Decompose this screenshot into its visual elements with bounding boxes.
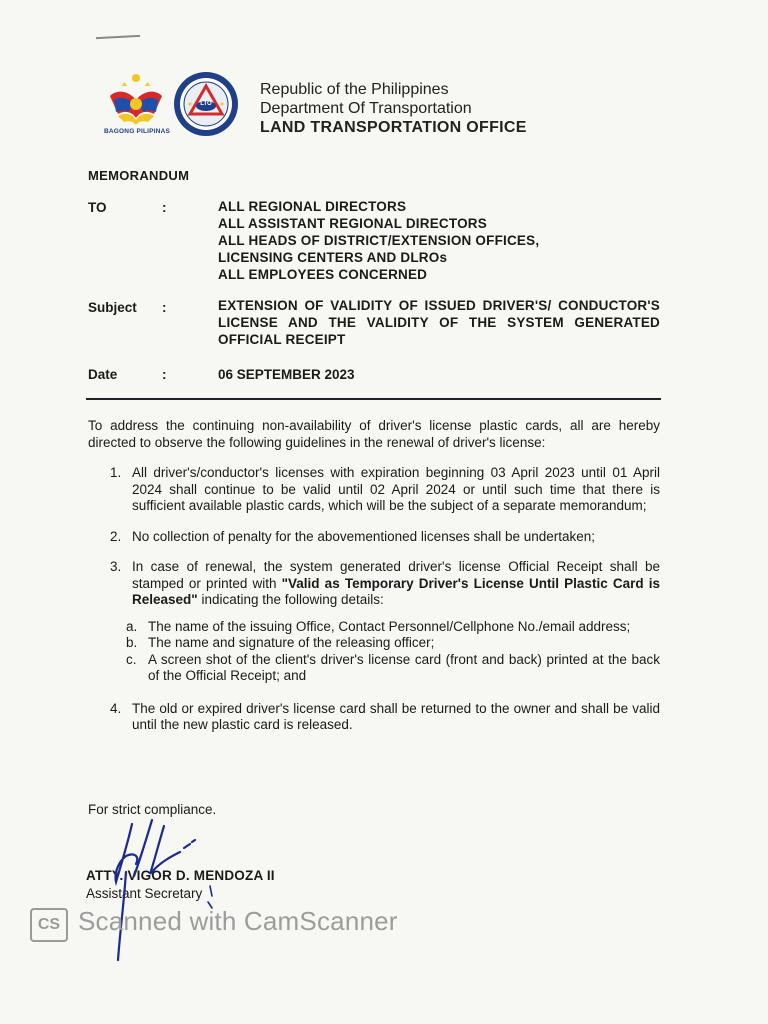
item-text: The old or expired driver's license card shall be returned to the owner and shall be valid until the new plastic card is released. xyxy=(132,700,660,732)
guideline-item xyxy=(88,465,660,515)
recipient: ALL HEADS OF DISTRICT/EXTENSION OFFICES, xyxy=(218,233,540,248)
subitem-letter: b. xyxy=(126,635,138,650)
header-divider xyxy=(86,398,661,400)
subitem-text: The name of the issuing Office, Contact Personnel/Cellphone No./email address; xyxy=(148,618,631,634)
scan-mark xyxy=(96,35,140,39)
date-value: 06 SEPTEMBER 2023 xyxy=(218,367,355,382)
subitem-text: A screen shot of the client's driver's license card (front and back) printed at the back of the Official Receipt; and xyxy=(148,651,660,683)
date-colon: : xyxy=(162,367,167,382)
office-line: LAND TRANSPORTATION OFFICE xyxy=(260,119,527,136)
memo-title: MEMORANDUM xyxy=(88,168,190,183)
memo-body xyxy=(88,418,660,748)
letterhead xyxy=(260,80,527,137)
subject-colon: : xyxy=(162,300,167,315)
bagong-pilipinas-caption: BAGONG PILIPINAS xyxy=(104,128,171,135)
guideline-item xyxy=(88,701,660,734)
department-line: Department Of Transportation xyxy=(260,100,472,117)
closing-line: For strict compliance. xyxy=(88,802,217,817)
item-text: No collection of penalty for the abovementioned licenses shall be undertaken; xyxy=(132,528,596,544)
item-text: All driver's/conductor's licenses with expiration beginning 03 April 2023 until 01 April 2024 shall continue to be valid until 02 April 2024 or until such time that there is sufficient available plastic cards, which will be the subject of a separate memorandum; xyxy=(132,465,660,513)
logo-group xyxy=(104,70,244,140)
signatory-title: Assistant Secretary xyxy=(86,886,203,901)
bagong-pilipinas-logo xyxy=(104,70,171,136)
recipient: ALL ASSISTANT REGIONAL DIRECTORS xyxy=(218,216,487,231)
signatory-name: ATTY. VIGOR D. MENDOZA II xyxy=(86,868,275,883)
camscanner-logo-icon: CS xyxy=(30,908,68,942)
item-text: In case of renewal, the system generated driver's license Official Receipt shall be stamped or printed with xyxy=(132,559,660,591)
to-recipients xyxy=(218,198,539,283)
subitem-text: The name and signature of the releasing officer; xyxy=(148,635,435,650)
item-number: 4. xyxy=(110,700,122,716)
handwritten-signature xyxy=(80,812,230,962)
item-highlight-text: "Valid as Temporary Driver's License Until Plastic Card is Released" xyxy=(132,575,660,607)
recipient: ALL REGIONAL DIRECTORS xyxy=(218,199,407,214)
date-label: Date xyxy=(88,367,118,382)
detail-subitem xyxy=(88,619,660,636)
subitem-letter: a. xyxy=(126,618,138,634)
lto-seal-center-text: LTO xyxy=(200,101,212,107)
subject-label: Subject xyxy=(88,300,137,315)
item-number: 2. xyxy=(110,528,122,544)
republic-line: Republic of the Philippines xyxy=(260,81,449,98)
detail-subitem xyxy=(88,652,660,685)
item-number: 3. xyxy=(110,559,122,574)
detail-sublist xyxy=(88,619,660,685)
item-text: indicating the following details: xyxy=(197,592,384,607)
guideline-item xyxy=(88,559,660,609)
subject-text: EXTENSION OF VALIDITY OF ISSUED DRIVER'S/ CONDUCTOR'S LICENSE AND THE VALIDITY OF THE SYSTEM GENERATED OFFICIAL RECEIPT xyxy=(218,298,660,347)
recipient: LICENSING CENTERS AND DLROs xyxy=(218,250,448,265)
camscanner-watermark: Scanned with CamScanner xyxy=(78,906,398,936)
guideline-item xyxy=(88,529,660,546)
subitem-letter: c. xyxy=(126,651,137,667)
detail-subitem xyxy=(88,635,660,652)
recipient: ALL EMPLOYEES CONCERNED xyxy=(218,267,428,282)
to-label: TO xyxy=(88,200,107,215)
to-colon: : xyxy=(162,200,167,215)
intro-paragraph: To address the continuing non-availability of driver's license plastic cards, all are hereby directed to observe the following guidelines in the renewal of driver's license: xyxy=(88,418,660,450)
item-number: 1. xyxy=(110,465,122,480)
